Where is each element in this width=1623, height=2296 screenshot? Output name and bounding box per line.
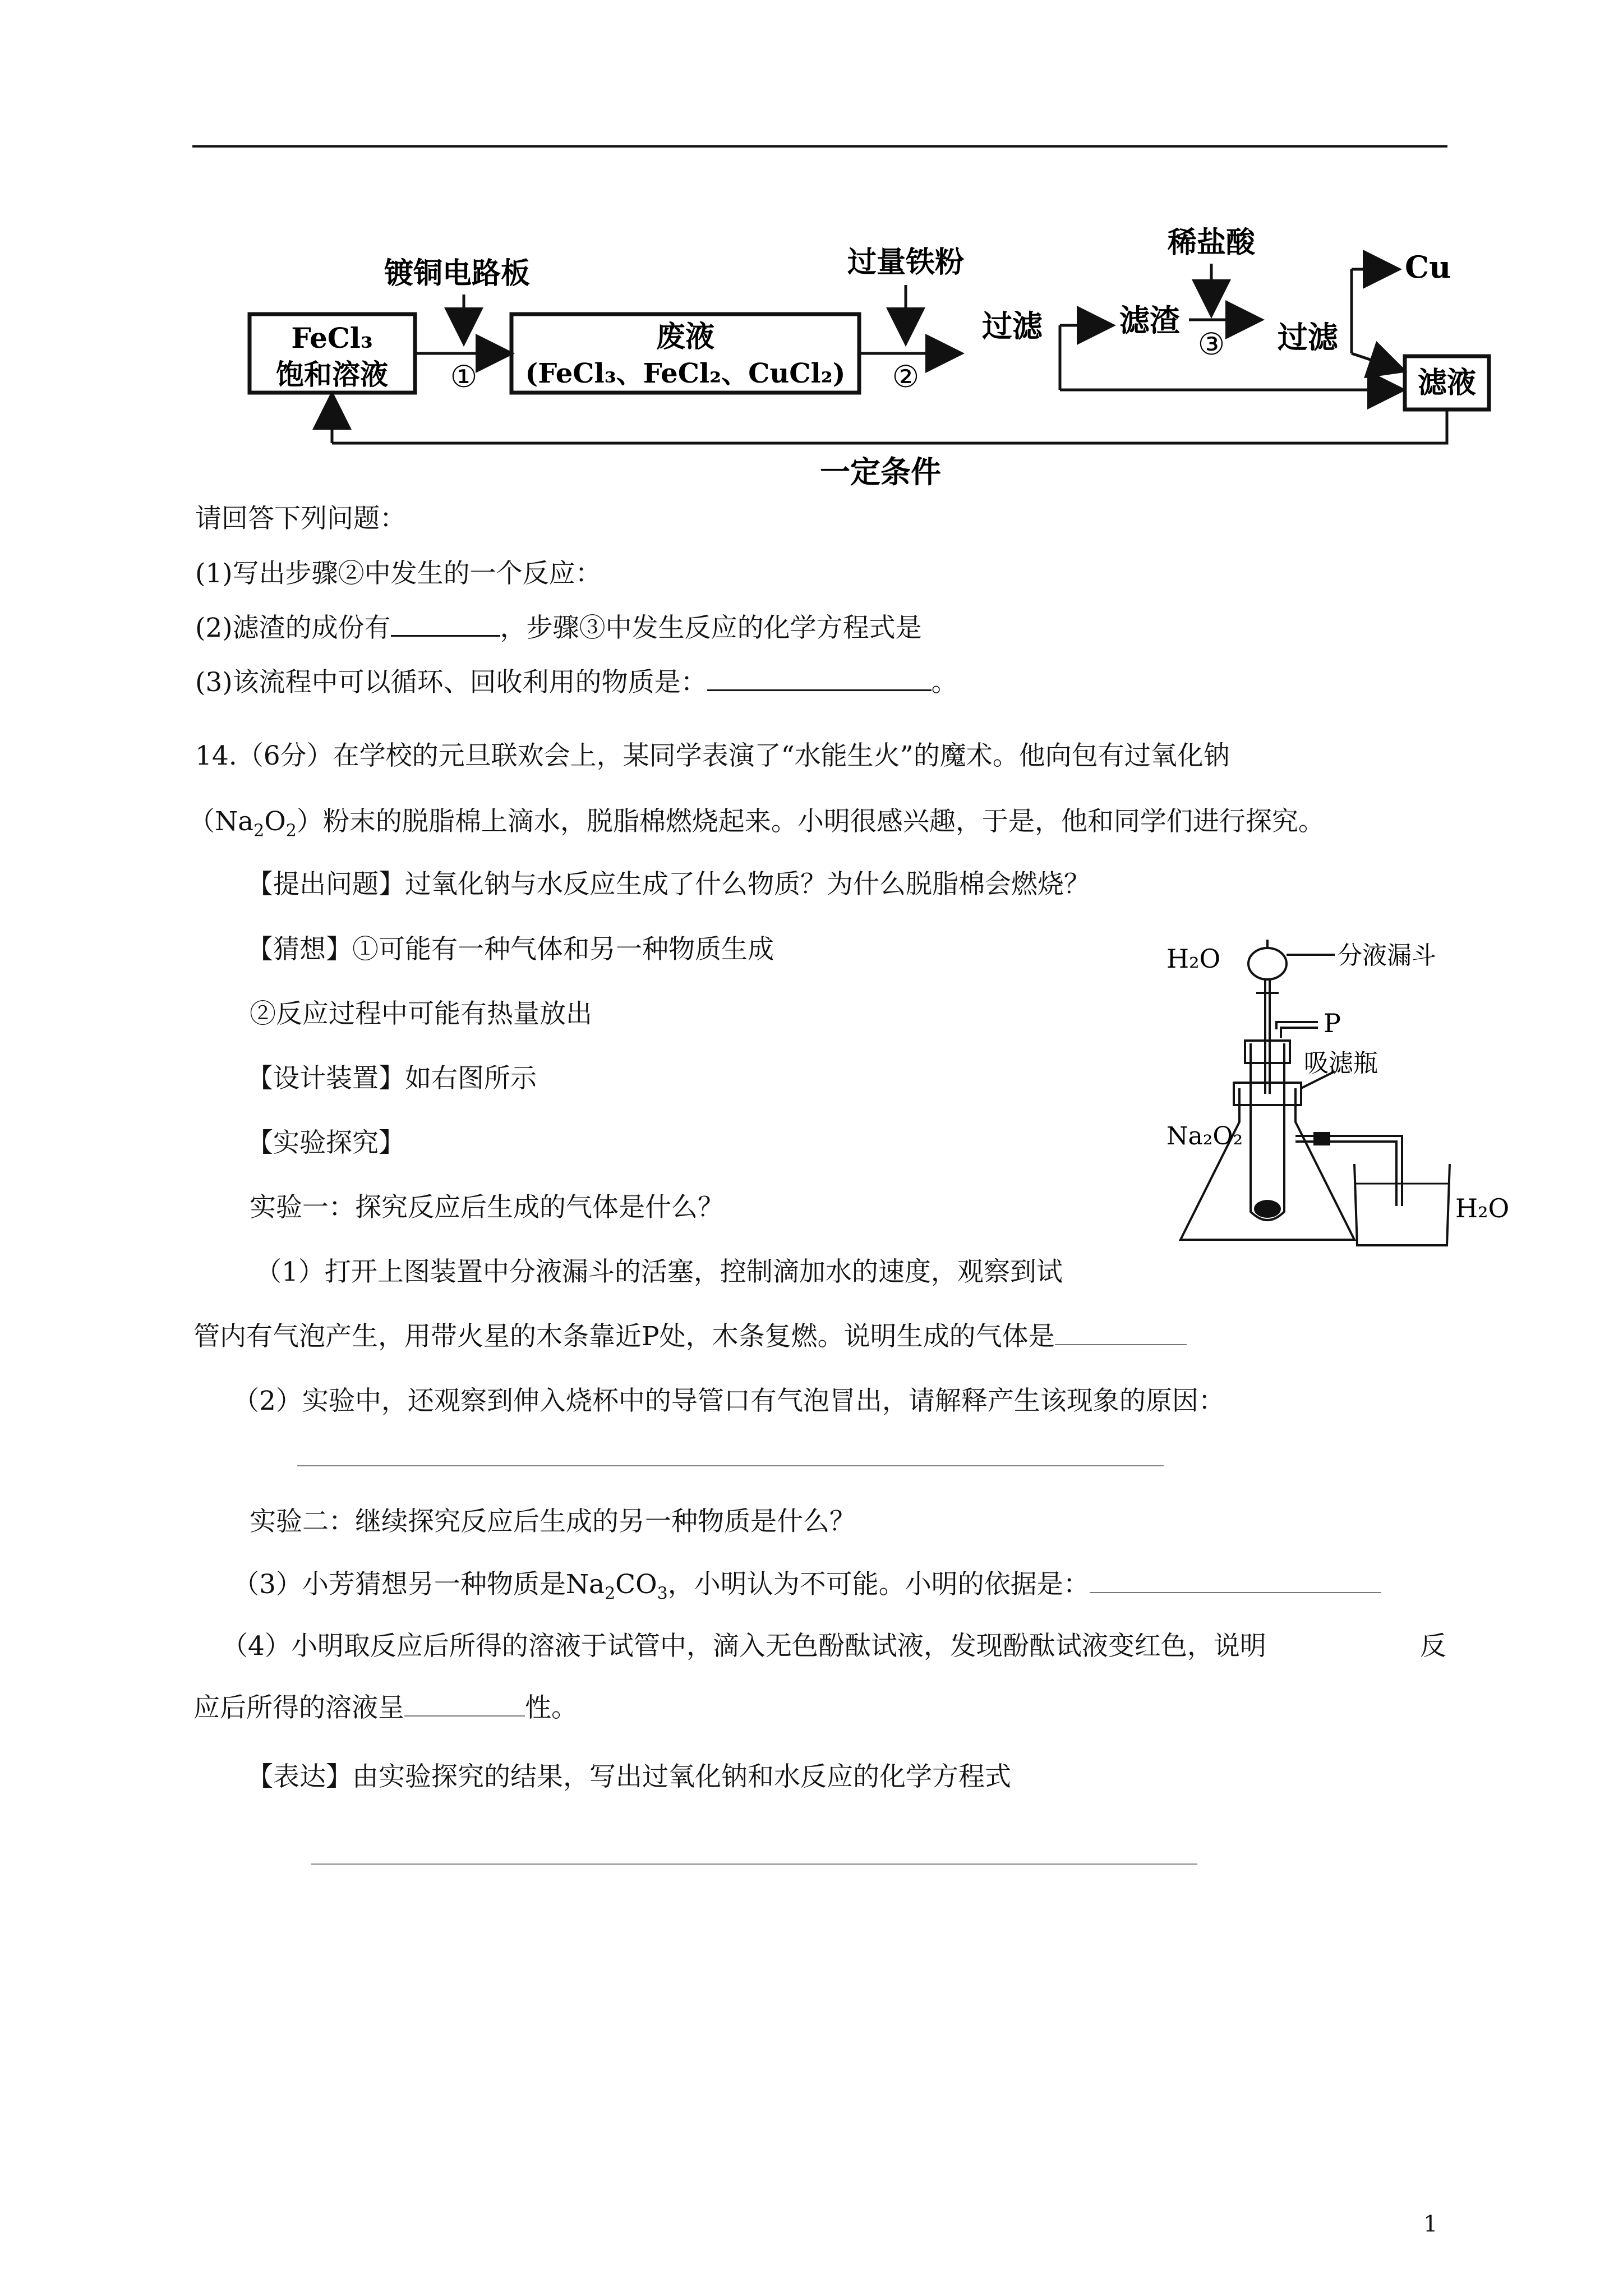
q13-part2-b: ，步骤③中发生反应的化学方程式是	[500, 613, 922, 643]
tube-clamp	[1313, 1132, 1330, 1145]
q14-e3	[233, 1568, 1381, 1611]
apparatus-diagram	[1166, 920, 1548, 1257]
q14-e3-sub1: 2	[605, 1584, 616, 1604]
answer-blank-equation[interactable]	[311, 1864, 1197, 1865]
q14-intro-sub1: 2	[253, 821, 265, 841]
label-p: P	[1324, 1008, 1341, 1038]
step-3: ③	[1197, 326, 1225, 362]
label-flask: 吸滤瓶	[1304, 1049, 1378, 1078]
page-number: 1	[1423, 2211, 1438, 2237]
q14-e1-line2-text: 管内有气泡产生，用带火星的木条靠近P处，木条复燃。说明生成的气体是	[193, 1321, 1055, 1352]
arrow-to-filtrate	[1352, 353, 1402, 370]
q13-part2-a: (2)滤渣的成份有	[195, 613, 391, 643]
q14-e4-line1: （4）小明取反应后所得的溶液于试管中，滴入无色酚酞试液，发现酚酞试液变红色，说明	[222, 1631, 1266, 1662]
label-h2o-top: H₂O	[1166, 944, 1221, 974]
label-h2o-beaker: H₂O	[1455, 1193, 1510, 1223]
q14-express: 【表达】由实验探究的结果，写出过氧化钠和水反应的化学方程式	[247, 1761, 1011, 1792]
q14-intro-2b: O	[264, 806, 286, 837]
q14-e4-c: 应后所得的溶液呈	[193, 1692, 404, 1723]
label-iron: 过量铁粉	[847, 245, 965, 279]
q14-e3-a: （3）小芳猜想另一种物质是Na	[233, 1569, 605, 1600]
filter-2: 过滤	[1278, 319, 1338, 355]
q14-e4-d: 性。	[525, 1692, 578, 1723]
q14-intro-2c: ）粉末的脱脂棉上滴水，脱脂棉燃烧起来。小明很感兴趣，于是，他和同学们进行探究。	[296, 806, 1325, 837]
answer-blank-gas[interactable]	[1055, 1344, 1187, 1345]
test-tube	[1251, 1043, 1284, 1220]
q14-design: 【设计装置】如右图所示	[247, 1063, 537, 1094]
residue: 滤渣	[1119, 302, 1180, 338]
step-1: ①	[450, 359, 478, 394]
answer-blank-residue[interactable]	[391, 635, 500, 637]
q14-e2: （2）实验中，还观察到伸入烧杯中的导管口有气泡冒出，请解释产生该现象的原因：	[233, 1386, 1225, 1416]
na2o2-powder	[1254, 1200, 1281, 1218]
step-2: ②	[892, 359, 920, 394]
box-waste-line2: (FeCl₃、FeCl₂、CuCl₂)	[525, 358, 846, 389]
q13-prompt: 请回答下列问题：	[195, 503, 406, 534]
product-cu: Cu	[1405, 249, 1451, 285]
filter-1: 过滤	[982, 308, 1043, 344]
q14-intro-2	[188, 805, 1325, 848]
q13-part3-b: 。	[931, 667, 958, 698]
q13-part1: (1)写出步骤②中发生的一个反应：	[195, 558, 602, 589]
label-board: 镀铜电路板	[384, 256, 531, 291]
side-tube-p-inner	[1281, 1028, 1318, 1038]
label-funnel: 分液漏斗	[1338, 941, 1436, 970]
q14-e3-c: ，小明认为不可能。小明的依据是：	[667, 1569, 1090, 1600]
filtrate: 滤液	[1417, 366, 1477, 400]
delivery-tube	[1295, 1136, 1402, 1206]
q14-explore: 【实验探究】	[247, 1128, 405, 1158]
q14-e4-line2	[193, 1691, 578, 1725]
q14-guess-1: 【猜想】①可能有一种气体和另一种物质生成	[247, 934, 774, 965]
q14-guess-2: ②反应过程中可能有热量放出	[250, 999, 592, 1029]
q13-part3-a: (3)该流程中可以循环、回收利用的物质是：	[195, 667, 707, 698]
q14-exp1: 实验一：探究反应后生成的气体是什么？	[250, 1192, 724, 1223]
stopper-flask	[1234, 1083, 1301, 1105]
label-hcl: 稀盐酸	[1167, 226, 1256, 260]
funnel-bulb	[1248, 948, 1287, 979]
q14-intro-1: 14.（6分）在学校的元旦联欢会上，某同学表演了“水能生火”的魔术。他向包有过氧化钠	[195, 740, 1230, 771]
q14-intro-2a: （Na	[188, 806, 254, 837]
q14-e4-line1-end: 反	[1420, 1631, 1446, 1662]
q14-intro-sub2: 2	[285, 821, 297, 841]
answer-blank-basis[interactable]	[1090, 1592, 1381, 1593]
box-fecl3-line1: FeCl₃	[291, 321, 373, 355]
q13-part2	[195, 611, 922, 645]
q13-part3	[195, 666, 958, 700]
recycle-line	[332, 409, 1447, 443]
process-flowchart	[236, 208, 1525, 499]
q14-question: 【提出问题】过氧化钠与水反应生成了什么物质？为什么脱脂棉会燃烧？	[247, 869, 1090, 900]
header-rule	[192, 145, 1447, 148]
answer-blank-recycle[interactable]	[707, 689, 932, 691]
box-fecl3-line2: 饱和溶液	[276, 358, 388, 391]
q14-e1-line2	[193, 1320, 1187, 1354]
q14-e3-sub2: 3	[657, 1584, 668, 1604]
box-waste-line1: 废液	[656, 320, 715, 354]
condition: 一定条件	[820, 454, 941, 490]
answer-blank-reason[interactable]	[297, 1465, 1164, 1466]
q14-exp2: 实验二：继续探究反应后生成的另一种物质是什么？	[250, 1506, 856, 1537]
label-na2o2: Na₂O₂	[1166, 1122, 1243, 1151]
q14-e3-b: CO	[615, 1569, 657, 1600]
answer-blank-nature[interactable]	[404, 1715, 525, 1717]
q14-e1-line1: （1）打开上图装置中分液漏斗的活塞，控制滴加水的速度，观察到试	[255, 1257, 1063, 1287]
